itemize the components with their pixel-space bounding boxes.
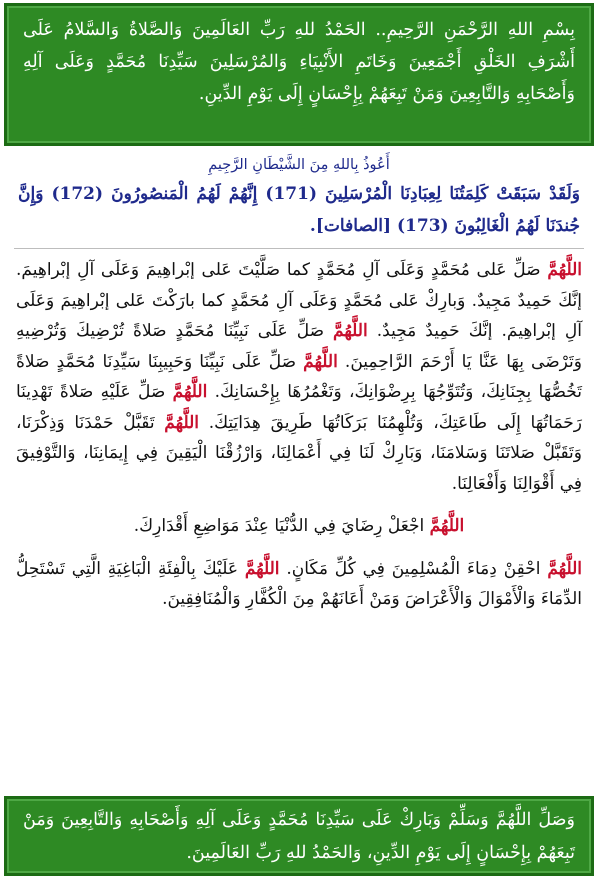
dua-text: تَقَبَّلْ حَمْدَنَا وَذِكْرَنَا، وَتَقَبَّلْ صَلاتَنَا وَسَلامَنَا، وَبَارِكْ لَنَا فِي أَعْمَالِنَا، وَارْزُقْنَا الْيَقِينَ فِي إِيمَانِنَا، وَالتَّوْفِيقَ فِي أَقْوَالِنَا وَأَفْعَالِنَا. [16,412,582,494]
opening-text: بِسْمِ اللهِ الرَّحْمَنِ الرَّحِيمِ.. الحَمْدُ للهِ رَبِّ العَالَمِينَ وَالصَّلاةُ وَالسَّلامُ عَلَى أَشْرَفِ الخَلْقِ أَجْمَعِينَ وَخَاتَمِ الأَنْبِيَاءِ وَالمُرْسَلِينَ سَيِّدِنَا مُحَمَّدٍ وَعَلَى آلِهِ وَأَصْحَابِهِ وَالتَّابِعِينَ وَمَنْ تَبِعَهُمْ بِإِحْسَانٍ إِلَى يَوْمِ الدِّينِ. [23,20,575,104]
divider [14,248,584,249]
allahumma-label: اللَّهُمَّ [172,382,208,402]
document-page [4,3,594,876]
dua-text: صَلِّ عَلَى نَبِيِّنَا مُحَمَّدٍ صَلاةً تُرْضِيكَ وَتُرْضِيهِ وَتَرْضَى بِهَا عَنَّا يَا أَرْحَمَ الرَّاحِمِينَ. [16,321,582,372]
dua-paragraph-2 [16,511,582,542]
dua-text: صَلِّ عَلَيْهِ صَلاةً تَهْدِينَا رَحَمَاتُهَا إِلَى طَاعَتِكَ، وَتُلْهِمُنَا بَرَكَاتُهَا طَرِيقَ هِدَايَتِكَ. [16,382,582,433]
allahumma-label: اللَّهُمَّ [164,412,199,433]
allahumma-label: اللَّهُمَّ [547,558,582,579]
quran-verse: وَلَقَدْ سَبَقَتْ كَلِمَتُنَا لِعِبَادِنَا الْمُرْسَلِينَ (171) إِنَّهُمْ لَهُمُ الْمَنصُورُونَ (172) وَإِنَّ جُندَنَا لَهُمُ الْغَالِبُونَ (173) [الصافات]. [18,184,580,236]
footer-banner [4,796,594,876]
allahumma-label: اللَّهُمَّ [333,321,368,341]
allahumma-label: اللَّهُمَّ [547,260,582,280]
dua-text: صَلِّ عَلَى نَبِيِّنَا وَحَبِيبِنَا سَيِّدِنَا مُحَمَّدٍ صَلاةً تَخُصُّهَا بِجِنَانِكَ، وَتُتَوِّجُهَا بِرِضْوَانِكَ، وَتَغْمُرُهَا بِإِحْسَانِكَ. [16,351,582,402]
dua-text: احْقِنْ دِمَاءَ الْمُسْلِمِينَ فِي كُلِّ مَكَانٍ. [279,558,548,579]
dua-text: صَلِّ عَلى مُحَمَّدٍ وَعَلَى آلِ مُحَمَّدٍ كما صَلَّيْتَ عَلى إبْراهِيمَ وَعَلَى آلِ إبْراهِيمَ. إنَّكَ حَمِيدٌ مَجِيدٌ. وَبارِكْ عَلى مُحَمَّدٍ وَعَلَى آلِ مُحَمَّدٍ كما بارَكْتَ عَلى إبْراهِيمَ وَعَلَى آلِ إبْراهِيمَ. إنَّكَ حَمِيدٌ مَجِيدٌ. [16,260,582,341]
allahumma-label: اللَّهُمَّ [244,558,280,579]
dua-paragraph-3 [16,554,582,615]
dua-text: عَلَيْكَ بِالْفِئَةِ الْبَاغِيَةِ الَّتِي تَسْتَحِلُّ الدِّمَاءَ وَالْأَمْوَالَ وَالْأَعْرَاضَ وَمَنْ أَعَانَهُمْ مِنَ الْكُفَّارِ وَالْمُنَافِقِينَ. [16,558,582,609]
closing-text: وَصَلِّ اللَّهُمَّ وَسَلِّمْ وَبَارِكْ عَلَى سَيِّدِنَا مُحَمَّدٍ وَعَلَى آلِهِ وَأَصْحَابِهِ وَالتَّابِعِينَ وَمَنْ تَبِعَهُمْ بِإِحْسَانٍ إِلَى يَوْمِ الدِّينِ، وَالحَمْدُ للهِ رَبِّ العَالَمِينَ. [23,810,575,863]
allahumma-label: اللَّهُمَّ [429,516,465,536]
istiadha: أَعُوذُ بِاللهِ مِنَ الشَّيْطَانِ الرَّجِيمِ [208,157,390,173]
dua-paragraph-1 [16,255,582,499]
allahumma-label: اللَّهُمَّ [303,351,338,372]
dua-section [4,255,594,615]
dua-text: اجْعَلْ رِضَايَ فِي الدُّنْيَا عِنْدَ مَوَاضِعِ أَقْدَارِكَ. [133,516,430,536]
header-banner [4,3,594,146]
